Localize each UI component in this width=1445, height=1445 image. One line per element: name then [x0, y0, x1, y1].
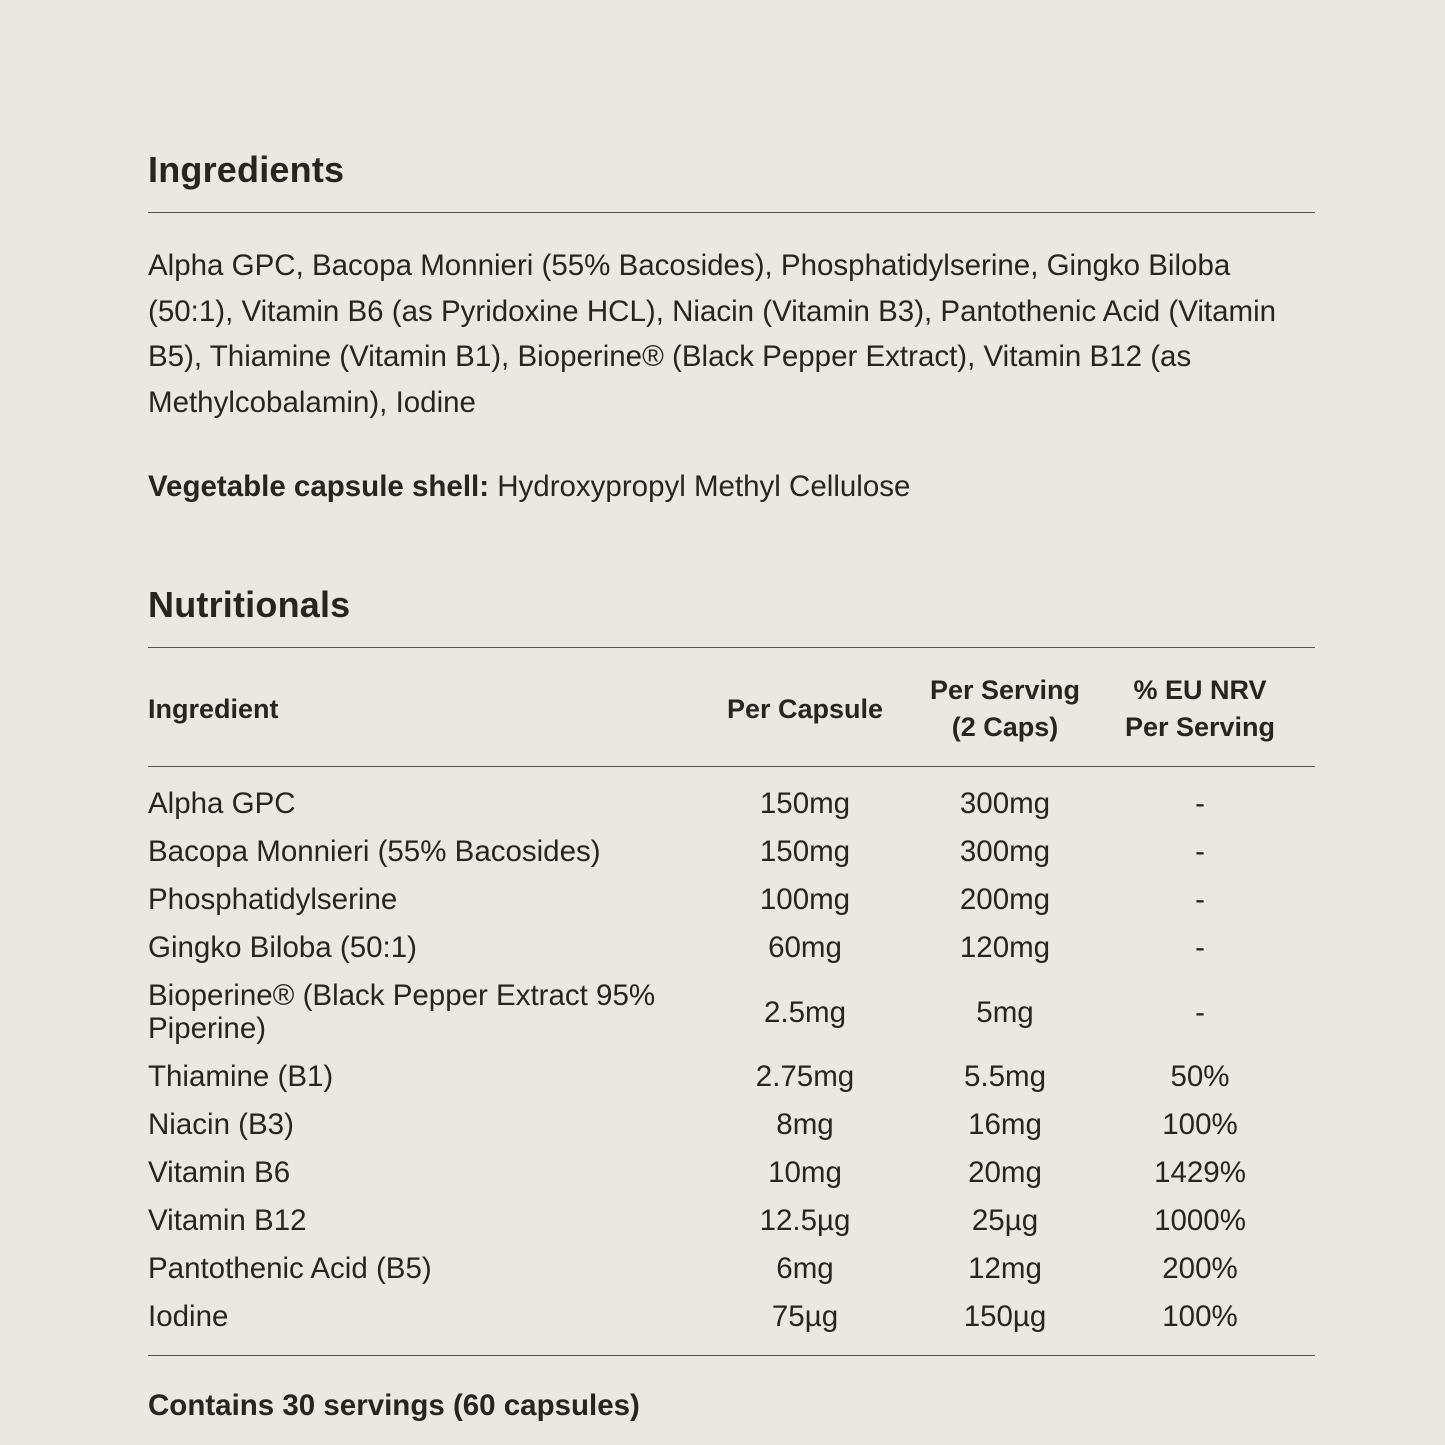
cell-per-serving: 200mg — [959, 883, 1051, 916]
cell-per-capsule: 12.5µg — [759, 1204, 851, 1237]
table-row — [148, 828, 1315, 876]
capsule-shell-value: Hydroxypropyl Methyl Cellulose — [489, 470, 911, 503]
cell-nrv: 100% — [1085, 1293, 1315, 1356]
column-header-nrv — [1085, 648, 1315, 767]
cell-nrv: 100% — [1162, 1108, 1238, 1141]
table-row — [148, 1293, 1315, 1356]
cell-per-capsule: 6mg — [776, 1252, 834, 1285]
servings-note: Contains 30 servings (60 capsules) — [148, 1389, 640, 1422]
table-header — [148, 648, 1315, 767]
table-row — [148, 767, 1315, 828]
table-row — [148, 972, 1315, 1053]
cell-per-serving: 5.5mg — [964, 1060, 1046, 1093]
cell-per-serving: 25µg — [971, 1204, 1039, 1237]
nutritionals-heading: Nutritionals — [148, 584, 351, 625]
cell-ingredient: Vitamin B6 — [148, 1156, 291, 1189]
cell-per-serving: 150µg — [925, 1293, 1085, 1356]
cell-nrv: - — [1195, 835, 1205, 868]
cell-per-serving: 120mg — [959, 931, 1051, 964]
cell-per-capsule: 2.5mg — [764, 995, 846, 1029]
cell-per-serving: 5mg — [976, 995, 1034, 1029]
ingredients-heading: Ingredients — [148, 149, 345, 190]
cell-nrv: 50% — [1170, 1060, 1230, 1093]
table-row — [148, 1101, 1315, 1149]
nutritionals-table — [148, 648, 1315, 1356]
cell-ingredient: Bioperine® (Black Pepper Extract 95% Piperine) — [148, 979, 656, 1045]
cell-per-serving: 16mg — [968, 1108, 1042, 1141]
column-header-per-capsule — [685, 648, 925, 767]
cell-per-capsule: 8mg — [776, 1108, 834, 1141]
ingredients-text: Alpha GPC, Bacopa Monnieri (55% Bacosides), Phosphatidylserine, Gingko Biloba (50:1), Vitamin B6 (as Pyridoxine HCL), Niacin (Vitamin B3), Pantothenic Acid (Vitamin B5), Thiamine (Vitamin B1), Bioperine® (Black Pepper Extract), Vitamin B12 (as Methylcobalamin), Iodine — [148, 249, 1277, 419]
table-row — [148, 1149, 1315, 1197]
cell-nrv: - — [1195, 995, 1205, 1029]
cell-nrv: 1000% — [1154, 1204, 1246, 1237]
table-row — [148, 876, 1315, 924]
cell-nrv: 1429% — [1154, 1156, 1246, 1189]
table-row — [148, 1245, 1315, 1293]
cell-per-capsule: 150mg — [759, 787, 851, 820]
column-header-line: Per Serving — [929, 675, 1081, 705]
column-header-line: Per Capsule — [726, 693, 884, 724]
table-row — [148, 1053, 1315, 1101]
cell-ingredient: Alpha GPC — [148, 787, 296, 820]
cell-ingredient: Phosphatidylserine — [148, 883, 398, 916]
cell-per-capsule: 150mg — [759, 835, 851, 868]
cell-ingredient: Pantothenic Acid (B5) — [148, 1252, 432, 1285]
table-row — [148, 1197, 1315, 1245]
cell-per-capsule: 2.75mg — [755, 1060, 855, 1093]
column-header-line: Per Serving — [1124, 712, 1276, 742]
cell-per-capsule: 60mg — [768, 931, 842, 964]
table-row — [148, 924, 1315, 972]
cell-per-capsule: 75µg — [685, 1293, 925, 1356]
cell-ingredient: Gingko Biloba (50:1) — [148, 931, 417, 964]
column-header-ingredient — [148, 648, 685, 767]
cell-per-capsule: 100mg — [759, 883, 851, 916]
cell-nrv: - — [1195, 883, 1205, 916]
column-header-line: (2 Caps) — [951, 712, 1059, 742]
cell-ingredient: Bacopa Monnieri (55% Bacosides) — [148, 835, 601, 868]
ingredients-divider — [148, 212, 1315, 213]
table-header-row — [148, 648, 1315, 767]
capsule-shell-line — [148, 469, 1315, 505]
cell-ingredient: Iodine — [148, 1293, 685, 1356]
capsule-shell-label: Vegetable capsule shell: — [148, 470, 490, 503]
cell-ingredient: Niacin (B3) — [148, 1108, 294, 1141]
cell-per-serving: 300mg — [959, 835, 1051, 868]
cell-per-serving: 20mg — [968, 1156, 1042, 1189]
cell-ingredient: Thiamine (B1) — [148, 1060, 334, 1093]
cell-ingredient: Vitamin B12 — [148, 1204, 307, 1237]
cell-per-capsule: 10mg — [768, 1156, 842, 1189]
cell-nrv: 200% — [1162, 1252, 1238, 1285]
cell-per-serving: 300mg — [959, 787, 1051, 820]
table-body — [148, 767, 1315, 1356]
cell-per-serving: 12mg — [968, 1252, 1042, 1285]
column-header-line: Ingredient — [148, 693, 279, 724]
cell-nrv: - — [1195, 787, 1205, 820]
column-header-line: % EU NRV — [1133, 675, 1267, 705]
cell-nrv: - — [1195, 931, 1205, 964]
column-header-per-serving — [925, 648, 1085, 767]
